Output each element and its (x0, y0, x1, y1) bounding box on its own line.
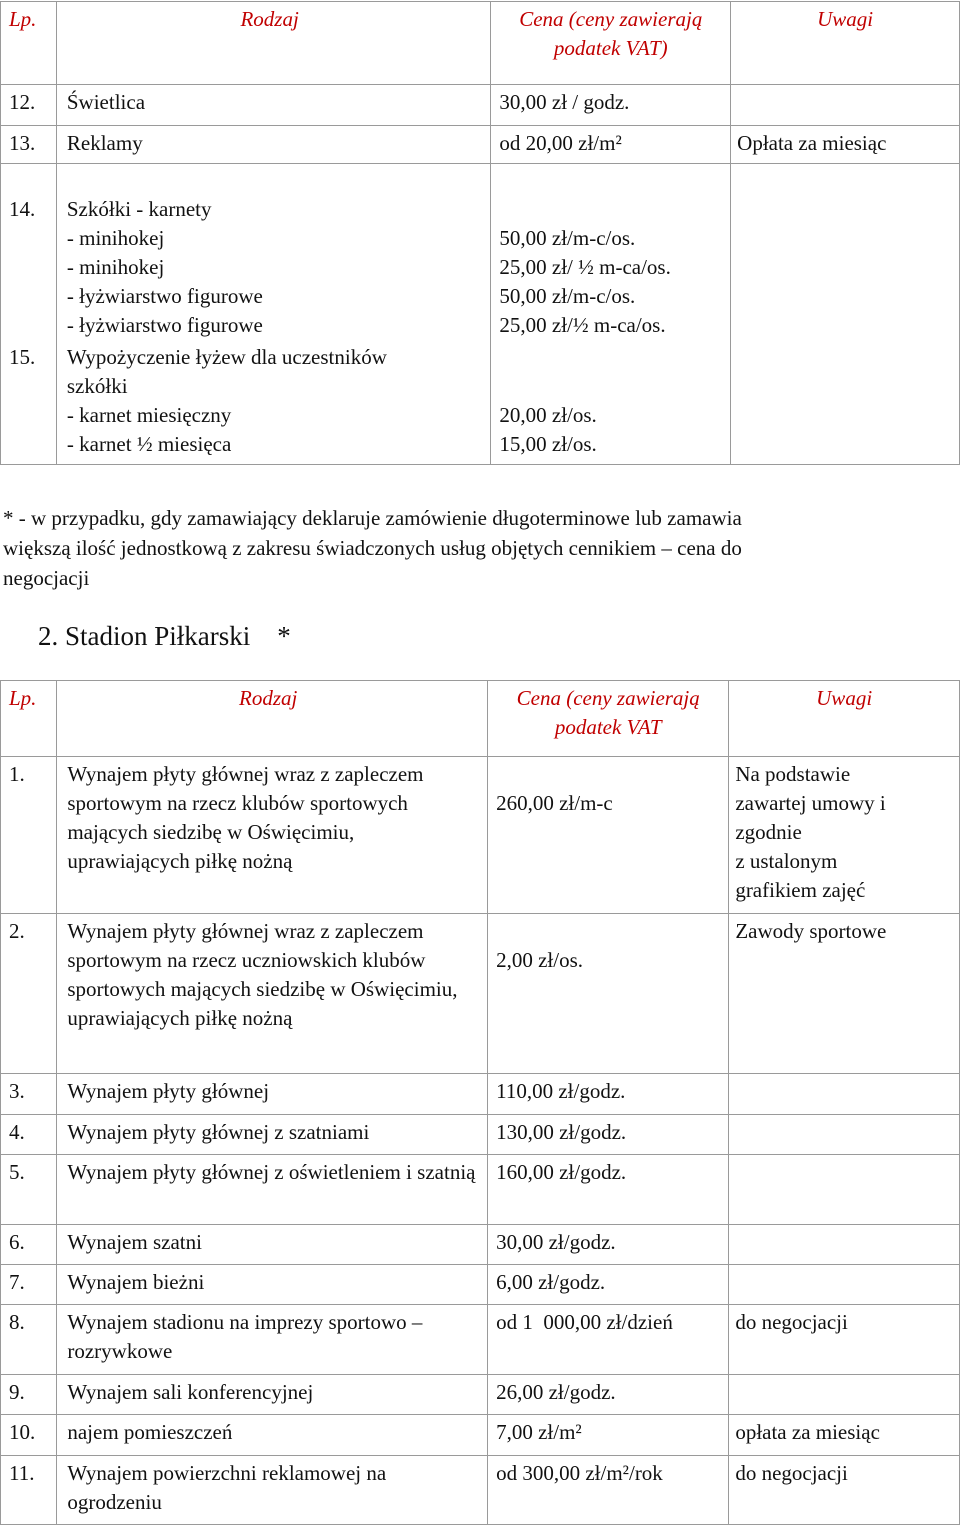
row-cena (488, 1115, 729, 1155)
row-cena (491, 340, 731, 464)
rodzaj-text: Wynajem płyty głównej wraz z zapleczem sportowym na rzecz klubów sportowych mających siedzibę w Oświęcimiu, uprawiających piłkę nożną (67, 762, 424, 873)
table-row (1, 1375, 960, 1415)
table-row (1, 164, 960, 341)
row-uwagi (731, 126, 960, 164)
footnote-line: negocjacji (3, 566, 90, 590)
row-uwagi (729, 757, 960, 914)
row-cena (488, 757, 729, 914)
uwagi-line: Opłata za miesiąc (737, 131, 887, 155)
table-row (1, 1074, 960, 1115)
header-uwagi: Uwagi (729, 681, 960, 757)
rodzaj-text: Wynajem płyty głównej wraz z zapleczem sportowym na rzecz uczniowskich klubów sportowych mających siedzibę w Oświęcimiu, uprawiających piłkę nożną (67, 919, 458, 1030)
section-title: 2. Stadion Piłkarski * (38, 621, 291, 651)
rodzaj-text: Wynajem płyty głównej z szatniami (67, 1120, 370, 1144)
rodzaj-text: Wynajem płyty głównej (67, 1079, 270, 1103)
rodzaj-line: Świetlica (66, 90, 146, 114)
cena-text: 260,00 zł/m-c (496, 791, 613, 815)
row-cena (488, 1265, 729, 1305)
row-rodzaj (57, 1265, 488, 1305)
row-uwagi (729, 1415, 960, 1456)
table-header-row (1, 2, 960, 85)
row-uwagi (729, 1074, 960, 1115)
rodzaj-text: Wynajem stadionu na imprezy sportowo – rozrywkowe (67, 1310, 423, 1363)
row-cena (488, 1074, 729, 1115)
rodzaj-line: - łyżwiarstwo figurowe (66, 313, 263, 337)
rodzaj-line: - łyżwiarstwo figurowe (66, 284, 263, 308)
row-lp: 13. (1, 126, 57, 164)
row-cena (488, 1155, 729, 1225)
uwagi-line: zgodnie (735, 820, 802, 844)
row-uwagi (729, 1155, 960, 1225)
row-rodzaj (57, 914, 488, 1074)
rodzaj-line: szkółki (66, 374, 128, 398)
row-lp: 15. (1, 340, 57, 464)
row-uwagi (729, 1225, 960, 1265)
uwagi-line: do negocjacji (735, 1310, 848, 1334)
row-lp: 2. (1, 914, 57, 1074)
row-lp: 3. (1, 1074, 57, 1115)
rodzaj-text: Wynajem bieżni (67, 1270, 205, 1294)
header-cena-line: Cena (ceny zawierają (519, 7, 703, 31)
footnote-line: większą ilość jednostkową z zakresu świadczonych usług objętych cennikiem – cena do (3, 536, 742, 560)
table-row (1, 1265, 960, 1305)
table-row (1, 757, 960, 914)
row-lp: 9. (1, 1375, 57, 1415)
row-cena (488, 1375, 729, 1415)
cena-line: 20,00 zł/os. (499, 403, 597, 427)
uwagi-line: Zawody sportowe (735, 919, 887, 943)
header-uwagi: Uwagi (731, 2, 960, 85)
table-row (1, 1115, 960, 1155)
row-uwagi (731, 164, 960, 341)
row-rodzaj (57, 757, 488, 914)
row-uwagi (731, 85, 960, 126)
row-lp: 14. (1, 164, 57, 341)
row-cena (488, 1305, 729, 1375)
row-cena (491, 85, 731, 126)
row-rodzaj (56, 126, 491, 164)
cena-line: 25,00 zł/½ m-ca/os. (499, 313, 666, 337)
row-uwagi (729, 1115, 960, 1155)
table-row (1, 914, 960, 1074)
rodzaj-line: Szkółki - karnety (66, 197, 212, 221)
cena-line: od 20,00 zł/m² (499, 131, 622, 155)
price-table-1 (0, 1, 960, 465)
row-rodzaj (57, 1305, 488, 1375)
uwagi-line: do negocjacji (735, 1461, 848, 1485)
cena-text: 6,00 zł/godz. (496, 1270, 606, 1294)
row-rodzaj (57, 1225, 488, 1265)
uwagi-line: opłata za miesiąc (735, 1420, 880, 1444)
row-uwagi (729, 1456, 960, 1525)
rodzaj-line: Wypożyczenie łyżew dla uczestników (66, 345, 387, 369)
row-rodzaj (56, 164, 491, 341)
footnote-line: * - w przypadku, gdy zamawiający deklaruje zamówienie długoterminowe lub zamawia (3, 506, 742, 530)
row-rodzaj (57, 1375, 488, 1415)
rodzaj-line: - karnet ½ miesięca (66, 432, 232, 456)
row-cena (491, 164, 731, 341)
cena-line: 50,00 zł/m-c/os. (499, 284, 636, 308)
header-rodzaj: Rodzaj (57, 681, 488, 757)
header-cena-line: podatek VAT) (553, 36, 668, 60)
row-lp: 10. (1, 1415, 57, 1456)
table-header-row (1, 681, 960, 757)
uwagi-line: z ustalonym (735, 849, 838, 873)
row-cena (488, 914, 729, 1074)
rodzaj-line: - karnet miesięczny (66, 403, 232, 427)
row-lp: 11. (1, 1456, 57, 1525)
rodzaj-line: - minihokej (66, 226, 165, 250)
row-lp: 6. (1, 1225, 57, 1265)
row-lp: 8. (1, 1305, 57, 1375)
uwagi-line: Na podstawie (735, 762, 851, 786)
row-uwagi (729, 1305, 960, 1375)
cena-text: 160,00 zł/godz. (496, 1160, 627, 1184)
cena-line: 25,00 zł/ ½ m-ca/os. (499, 255, 671, 279)
cena-line: 50,00 zł/m-c/os. (499, 226, 636, 250)
uwagi-line: grafikiem zajęć (735, 878, 866, 902)
header-cena-line: podatek VAT (554, 715, 662, 739)
rodzaj-text: Wynajem powierzchni reklamowej na ogrodzeniu (67, 1461, 387, 1514)
table-row (1, 1155, 960, 1225)
header-lp: Lp. (1, 2, 57, 85)
table-row (1, 1415, 960, 1456)
cena-text: 7,00 zł/m² (496, 1420, 582, 1444)
table-row (1, 85, 960, 126)
rodzaj-text: Wynajem sali konferencyjnej (67, 1380, 314, 1404)
cena-text: 130,00 zł/godz. (496, 1120, 627, 1144)
table-row (1, 1305, 960, 1375)
row-uwagi (729, 1265, 960, 1305)
cena-text: 110,00 zł/godz. (496, 1079, 626, 1103)
row-rodzaj (57, 1115, 488, 1155)
cena-text: 2,00 zł/os. (496, 948, 584, 972)
rodzaj-text: najem pomieszczeń (67, 1420, 233, 1444)
row-rodzaj (56, 85, 491, 126)
row-cena (488, 1225, 729, 1265)
footnote (0, 503, 900, 593)
header-rodzaj: Rodzaj (56, 2, 491, 85)
table-row (1, 1225, 960, 1265)
row-uwagi (729, 1375, 960, 1415)
rodzaj-text: Wynajem płyty głównej z oświetleniem i szatnią (67, 1160, 476, 1184)
header-lp: Lp. (1, 681, 57, 757)
table-row (1, 1456, 960, 1525)
row-cena (488, 1415, 729, 1456)
row-rodzaj (57, 1074, 488, 1115)
header-cena (488, 681, 729, 757)
header-cena (491, 2, 731, 85)
row-uwagi (731, 340, 960, 464)
row-lp: 12. (1, 85, 57, 126)
uwagi-line: zawartej umowy i (735, 791, 886, 815)
cena-line: 15,00 zł/os. (499, 432, 597, 456)
row-cena (491, 126, 731, 164)
rodzaj-line: - minihokej (66, 255, 165, 279)
row-rodzaj (56, 340, 491, 464)
cena-text: 26,00 zł/godz. (496, 1380, 616, 1404)
row-rodzaj (57, 1155, 488, 1225)
cena-text: 30,00 zł/godz. (496, 1230, 616, 1254)
row-lp: 5. (1, 1155, 57, 1225)
price-table-2 (0, 680, 960, 1525)
rodzaj-text: Wynajem szatni (67, 1230, 202, 1254)
cena-line: 30,00 zł / godz. (499, 90, 630, 114)
cena-text: od 1 000,00 zł/dzień (496, 1310, 673, 1334)
row-cena (488, 1456, 729, 1525)
cena-text: od 300,00 zł/m²/rok (496, 1461, 663, 1485)
row-lp: 7. (1, 1265, 57, 1305)
row-rodzaj (57, 1456, 488, 1525)
row-uwagi (729, 914, 960, 1074)
rodzaj-line: Reklamy (66, 131, 143, 155)
row-lp: 1. (1, 757, 57, 914)
row-lp: 4. (1, 1115, 57, 1155)
header-cena-line: Cena (ceny zawierają (516, 686, 700, 710)
table-row (1, 126, 960, 164)
row-rodzaj (57, 1415, 488, 1456)
table-row (1, 340, 960, 464)
